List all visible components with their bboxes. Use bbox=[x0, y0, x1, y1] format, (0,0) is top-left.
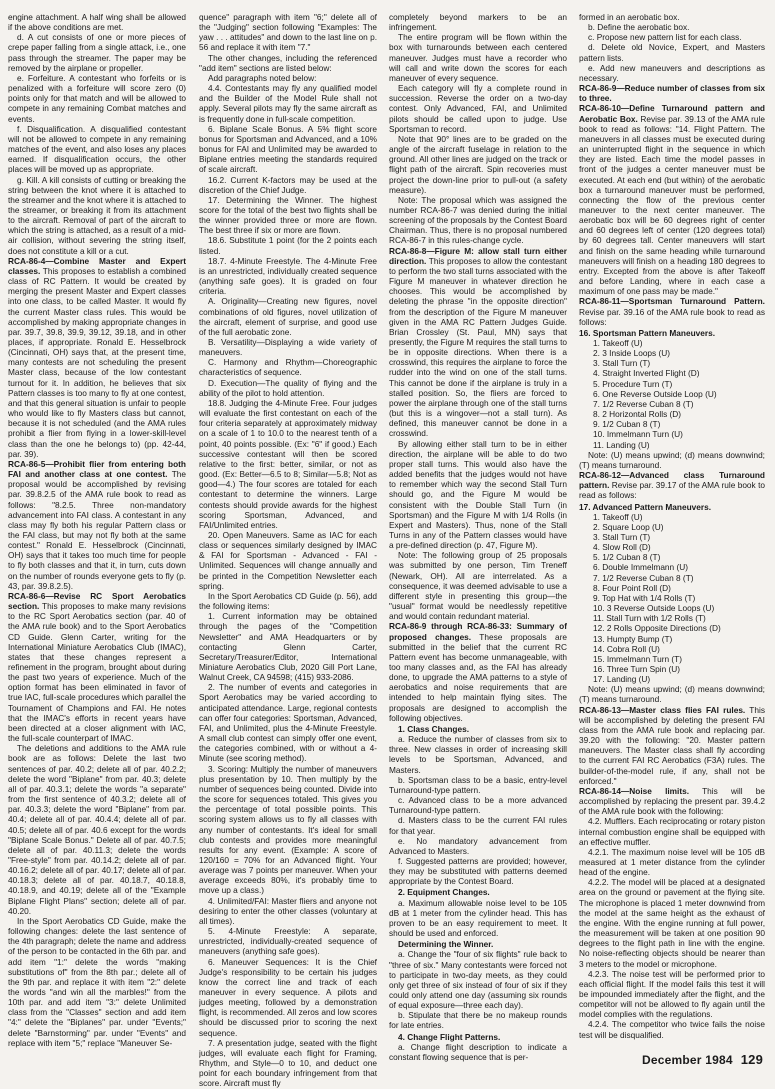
list-item: a. Reduce the number of classes from six to three. New classes in order of increasing skill levels to be Sportsman, Advanced, and Masters. bbox=[389, 734, 567, 775]
paragraph: 4.2.1. The maximum noise level will be 105 dB measured at 1 meter distance from the cylinder head of the engine. bbox=[579, 846, 765, 878]
proposal-body: Revise par. 39.16 of the AMA rule book to read as follows: bbox=[579, 306, 765, 327]
proposal-heading: RCA-86-11—Sportsman Turnaround Pattern. bbox=[579, 296, 765, 307]
proposal-body: Revise par. 39.13 of the AMA rule book to read as follows: "14. Flight Pattern. The maneuvers in all classes must be executed during an uninterrupted flight in the sequence in which they are listed. Each time the model passes in front of the judges a center maneuver must be executed. At each end (but within) of the aerobatic box a turnaround maneuver must be performed, connecting the flow of the previous center maneuver to the next center maneuver. The aerobatic box will be 60 degrees right of center and 60 degrees left of center (120 degrees total) by 60 degrees tall. Center maneuvers will start and finish on the same heading while turnaround maneuvers will finish on a heading 180 degrees to entry. Excepted from the above is after Takeoff and before Landing, where in each case a maximum of one pass may be made." bbox=[579, 113, 765, 297]
rule-book-deletions: The deletions and additions to the AMA rule book are as follows: Delete the last two sentences of par. 40.2; delete all of par. 40.2.2; delete the word "Biplane" from par. 40.3; delete all of par. 40.3.1; delete the words "a separate" from the first sentence of 40.3.2; delete all of par. 40.3.3; delete the word "Biplane" from par. 40.4; delete all of par. 40.4.4; delete all of par. 40.5; delete all of par. 40.6 except for the words "Biplane Scale Bonus." Delete all of par. 40.7.5; delete all of par. 40.11.3; delete the words "Free-style" from par. 40.14.2; delete all of par. 40.16.2; delete all of par. 40.17; delete all of par. 40.18.3; delete all of par. 40.18.7, 40.18.8, 40.18.9, and 40.19; delete all of the "Example Biplane Flight Plans" section; delete all of par. 40.20. bbox=[8, 743, 186, 916]
paragraph: 7. A presentation judge, seated with the flight judges, will evaluate each flight for Framing, Rhythm, and Style—0 to 10, and deduct one point for each boundary infringement from that score. Aircraft must fly bbox=[199, 1037, 377, 1089]
list-item: 6. One Reverse Outside Loop (U) bbox=[593, 388, 717, 399]
proposal-body: This proposes to establish a combined class of RC Pattern. It would be created by merging the present Master and Expert classes into one class, to be called Master. It would fly the current Master class rules. This would be accomplished by making appropriate changes in par. 39.7, 39.8, 39.9, 39.12, 39.18, and in other places, if appropriate. Ronald E. Hesselbrock (Cincinnati, OH) says that, at the present time, many contests are not scheduling the present Master class, because of the low contestant turnout for it. In addition, he believes that six Pattern classes is too many to fly at one contest, and that this general situation is unfair to people who would like to fly Masters class but cannot, because it is not scheduled (and the AMA rules prohibit a flier from flying in a lower-skill-level class than the one he belongs to) (pp. 42-44, par. 39). bbox=[8, 265, 186, 459]
combat-disqualification-rule: f. Disqualification. A disqualified contestant will not be allowed to compete in any remaining matches of the event, and also loses any places earned. If disqualification occurs, the other places will be moved up as appropriate. bbox=[8, 123, 186, 175]
paragraph: A. Originality—Creating new figures, novel combinations of old figures, novel utilization of the aircraft, element of surprise, and good use of the full aerobatic zone. bbox=[199, 296, 377, 337]
proposal-rca-86-13 bbox=[579, 705, 765, 786]
proposal-body: This proposes to make many revisions to the RC Sport Aerobatics section (par. 40 of the AMA rule book) and to the Sport Aerobatics CD Guide. Glenn Carter, writing for the International Miniature Aerobatics Club (IMAC), states that these changes represent a refinement in the program, brought about during the past two years of experience. Much of the option format has been eliminated in favor of true IAC, full-scale procedures which parallel the Tournament of Champions and FAI. He notes that the IMAC's efforts in recent years have been directed at a closer alignment with IAC, the full-scale counterpart of IMAC. bbox=[8, 601, 186, 744]
proposal-rca-86-4 bbox=[8, 256, 186, 459]
list-item: 5. 1/2 Cuban 8 (T) bbox=[593, 552, 661, 563]
paragraph: 3. Scoring: Multiply the number of maneuvers plus presentation by 10. Then multiply by the number of sequences being counted. Divide into the score for sequences totaled. This gives you the percentage of total possible points. This scoring system allows us to fly all classes with any number of contestants. It's ideal for small club contests and provides more meaningful results for any event. (Example: A score of 120/160 = 70% for an Advanced flight. Your average was 7 points per maneuver. When your average exceeds 80%, it's probably time to move up a class.) bbox=[199, 763, 377, 896]
paragraph: D. Execution—The quality of flying and the ability of the pilot to hold attention. bbox=[199, 377, 377, 398]
list-item: 1. Takeoff (U) bbox=[593, 338, 643, 348]
list-item: 1. Takeoff (U) bbox=[593, 511, 643, 522]
list-item: 5. Procedure Turn (T) bbox=[593, 378, 673, 389]
list-item: 6. Double Immelmann (U) bbox=[593, 562, 688, 573]
list-item: 3. Stall Turn (T) bbox=[593, 531, 651, 542]
paragraph: 4.2.3. The noise test will be performed prior to each official flight. If the model fails this test it will be impounded immediately after the flight, and the competitor will not be allowed to fly again until the model complies with the regulations. bbox=[579, 968, 765, 1020]
paragraph: The entire program will be flown within the box with turnarounds between each centered maneuver. Judges must have a recorder who will call and write down the scores for each maneuver of every sequence. bbox=[389, 32, 567, 83]
list-item: e. No mandatory advancement from Advanced to Masters. bbox=[389, 835, 567, 856]
cd-guide-changes: In the Sport Aerobatics CD Guide, make the following changes: delete the last sentence of the 4th paragraph; delete the name and address of the person to be contacted in the 6th par. and add item "1:" delete the words "making substitutions of" from the 8th par.; delete all of the 9th par. and replace it with item "2:" delete the words "and win all the marbles!" from the 10th par. and add item "3:" delete Unlimited class from the "Classes" section and add item "4:" delete the "Biplanes" par. under "Events;" delete "Barnstorming" par. under "Events" and replace with item "5;" replace "Maneuver Se- bbox=[8, 915, 186, 1048]
list-item: f. Suggested patterns are provided; however, they may be substituted with patterns deemed appropriate by the Contest Board. bbox=[389, 855, 567, 887]
paragraph: 2. The number of events and categories in Sport Aerobatics may be varied according to anticipated attendance. Large, regional contests can offer four categories: Sportsman, Advanced, FAI, and Unlimited, plus the 4-Minute Freestyle. A small club contest can simply offer one event, the categories combined, with or without a 4-Minute (see scoring method). bbox=[199, 682, 377, 764]
list-item: 9. Top Hat with 1/4 Rolls (T) bbox=[593, 592, 696, 603]
list-item: a. Change the "four of six flights" rule back to "three of six." Many contestants were forced not to participate in two-day meets, as they could only get three of six instead of four of six if they could only attend one day (assuming six rounds of equal exposure—three each day). bbox=[389, 949, 567, 1011]
combat-cut-rule: d. A cut consists of one or more pieces of crepe paper falling from a single attack, i.e., one pass through the streamer. The paper may be removed by the airplane or propeller. bbox=[8, 32, 186, 73]
list-item: 11. Stall Turn with 1/2 Rolls (T) bbox=[593, 613, 706, 624]
list-item: 8. 2 Horizontal Rolls (D) bbox=[593, 409, 682, 420]
page-footer bbox=[642, 1052, 763, 1067]
proposal-rca-86-8 bbox=[389, 246, 567, 439]
paragraph: 5. 4-Minute Freestyle: A separate, unrestricted, individually-created sequence of maneuvers (anything safe goes). bbox=[199, 926, 377, 957]
list-item: b. Stipulate that there be no makeup rounds for late entries. bbox=[389, 1010, 567, 1031]
proposal-rca-86-6 bbox=[8, 591, 186, 743]
list-item: 10. 3 Reverse Outside Loops (U) bbox=[593, 603, 715, 614]
list-item: 9. 1/2 Cuban 8 (T) bbox=[593, 419, 661, 430]
note-rca-86-7: Note: The proposal which was assigned the number RCA-86-7 was denied during the initial screening of the proposals by the Contest Board Chairman. Thus, there is no proposal numbered RCA-86-7 in this rules-change cycle. bbox=[389, 194, 567, 246]
paragraph: 17. Determining the Winner. The highest score for the total of the best two flights shall be the winner provided three or more are flown. The best three if six or more are flown. bbox=[199, 194, 377, 236]
paragraph: By allowing either stall turn to be in either direction, the airplane will be able to do two proper stall turns. This would also have the added benefits that the judges would not have to remember which way the second Stall Turn should go, and the Figure M would be consistent with the Double Stall Turn (in Sportsman) and the Figure M with 1/4 Rolls (in Expert and Masters). Thus, none of the Stall Turns in any of the Pattern classes would have a pre-defined direction (p. 47, Figure M). bbox=[389, 438, 567, 551]
list-item: d. Delete old Novice, Expert, and Masters pattern lists. bbox=[579, 42, 765, 63]
list-item: 4. Straight Inverted Flight (D) bbox=[593, 368, 700, 379]
proposal-rca-86-12 bbox=[579, 470, 765, 500]
list-item: c. Propose new pattern list for each class. bbox=[588, 32, 742, 43]
list-item: 16. Three Turn Spin (U) bbox=[593, 664, 681, 674]
paragraph: 1. Current information may be obtained through the pages of the "Competition Newsletter" and AMA Headquarters or by contacting Glenn Carter, Secretary/Treasurer/Editor, International Miniature Aerobatics Club, 2020 Gill Port Lane, Walnut Creek, CA 94598; (415) 933-2086. bbox=[199, 611, 377, 683]
column-4 bbox=[579, 12, 765, 1040]
list-item: e. Add new maneuvers and descriptions as necessary. bbox=[579, 62, 765, 83]
list-item: 7. 1/2 Reverse Cuban 8 (T) bbox=[593, 398, 694, 409]
list-item: a. Maximum allowable noise level to be 105 dB at 1 meter from the cylinder head. This has proven to be an easy requirement to meet. It should be used and enforced. bbox=[389, 897, 567, 939]
list-item: 10. Immelmann Turn (U) bbox=[593, 429, 683, 440]
section-heading: 2. Equipment Changes. bbox=[398, 887, 490, 898]
combat-paragraph: engine attachment. A half wing shall be allowed if the above conditions are met. bbox=[8, 12, 186, 33]
paragraph: B. Versatility—Displaying a wide variety of maneuvers. bbox=[199, 337, 377, 358]
proposal-heading: RCA-86-4—Combine Master and Expert classes. bbox=[8, 255, 186, 276]
list-item: b. Sportsman class to be a basic, entry-level Turnaround-type pattern. bbox=[389, 774, 567, 795]
list-item: c. Advanced class to be a more advanced Turnaround-type pattern. bbox=[389, 795, 567, 816]
paragraph: In the Sport Aerobatics CD Guide (p. 56), add the following items: bbox=[199, 590, 377, 612]
paragraph: 6. Maneuver Sequences: It is the Chief Judge's responsibility to be certain his judges know the correct line and track of each maneuver in every sequence. A pilots and judges meeting, followed by a demonstration flight, is recommended. All zeros and low scores should be discussed prior to scoring the next sequence. bbox=[199, 956, 377, 1038]
list-item: 11. Landing (U) bbox=[593, 439, 650, 450]
column-2 bbox=[199, 12, 377, 1089]
list-item: b. Define the aerobatic box. bbox=[588, 22, 690, 33]
proposal-heading: RCA-86-5—Prohibit flier from entering both FAI and another class at one contest. bbox=[8, 458, 186, 480]
list-item: 13. Humpty Bump (T) bbox=[593, 633, 673, 644]
paragraph: 18.7. 4-Minute Freestyle. The 4-Minute Free is an unrestricted, individually created sequence (anything safe goes). It is graded on four criteria. bbox=[199, 255, 377, 297]
list-item: 17. Landing (U) bbox=[593, 674, 651, 685]
proposal-heading: RCA-86-14—Noise limits. bbox=[579, 785, 690, 796]
column-1 bbox=[8, 12, 186, 1048]
paragraph: 4.2. Mufflers. Each reciprocating or rotary piston internal combustion engine shall be equipped with an effective muffler. bbox=[579, 816, 765, 847]
list-item: 14. Cobra Roll (U) bbox=[593, 643, 660, 654]
proposal-body: This proposes to allow the contestant to perform the two stall turns associated with the Figure M maneuver in whatever direction he chooses. This would be accomplished by deleting the phrase "in the opposite direction" from the description of the Figure M maneuver given in the AMA RC Pattern Judges Guide. Brian Crossley (St. Paul, MN) says that presently, the Figure M requires the stall turns to be in opposite directions. When there is a crosswind, this requires the airplane to force the rudder into the wind on one of the stall turns. This cannot be done if the airplane is truly in a stalled position. So, the fliers are forced to power the airplane through one of the stall turns (but this is a wingover—not a stall turn). As defined, this maneuver cannot be done in a crosswind. bbox=[389, 255, 567, 439]
issue-date: December 1984 bbox=[642, 1053, 733, 1067]
paragraph: formed in an aerobatic box. bbox=[579, 12, 680, 22]
list-item: d. Masters class to be the current FAI rules for that year. bbox=[389, 815, 567, 836]
paragraph: 4.4. Contestants may fly any qualified model and the Builder of the Model Rule shall not apply. Several pilots may fly the same aircraft as is frequently done in full-scale competition. bbox=[199, 83, 377, 124]
list-item: 4. Slow Roll (D) bbox=[593, 542, 651, 553]
proposal-body: These proposals are submitted in the belief that the current RC Pattern event has become unmanageable, with too many classes and, as the FAI has already done, to upgrade the AMA patterns to a style of aerobatics and noise requirements that are intended to help maintain flying sites. The proposals are designed to accomplish the following objectives. bbox=[389, 631, 567, 723]
proposal-rca-86-10 bbox=[579, 103, 765, 296]
list-item: a. Change flight description to indicate a constant flowing sequence that is per- bbox=[389, 1041, 567, 1062]
maneuver-list-heading: 16. Sportsman Pattern Maneuvers. bbox=[579, 327, 716, 338]
proposal-rca-86-9-33 bbox=[389, 621, 567, 723]
paragraph: 4.2.4. The competitor who twice fails the noise test will be disqualified. bbox=[579, 1019, 765, 1040]
proposal-heading: RCA-86-13—Master class flies FAI rules. bbox=[579, 704, 746, 715]
paragraph: 6. Biplane Scale Bonus. A 5% flight score bonus for Sportsman and Advanced, and a 10% bonus for FAI and Unlimited may be awarded to Biplane entries meeting the standards required of scale aircraft. bbox=[199, 123, 377, 175]
proposal-heading: RCA-86-6—Revise RC Sport Aerobatics section. bbox=[8, 590, 186, 612]
maneuver-note: Note: (U) means upwind; (d) means downwind; (T) means turnaround. bbox=[579, 684, 765, 705]
maneuver-list-heading: 17. Advanced Pattern Maneuvers. bbox=[579, 501, 712, 512]
paragraph: completely beyond markers to be an infringement. bbox=[389, 12, 567, 33]
list-item: 12. 2 Rolls Opposite Directions (D) bbox=[593, 623, 721, 634]
proposal-rca-86-11 bbox=[579, 296, 765, 326]
paragraph: 18.6. Substitute 1 point (for the 2 points each listed. bbox=[199, 235, 377, 256]
paragraph: 18.8. Judging the 4-Minute Free. Four judges will evaluate the first contestant on each of the four criteria separately at approximately midway on a scale of 1 to 10.0 to the nearest tenth of a point, 40 points possible. (Ex: "6" if good.) Each successive contestant will then be scored relative to the first: better, similar, or not as good. (Ex: Better—6.5 to 8; Similar—5.8; Not as good—4.) The four scores are totaled for each contestant to determine the winners. Large contests should provide awards for the highest scoring Sportsman, Advanced, and FAI/Unlimited entries. bbox=[199, 397, 377, 530]
sportsman-maneuver-list bbox=[579, 338, 765, 450]
paragraph: Add paragraphs noted below: bbox=[208, 72, 317, 83]
combat-kill-rule: g. Kill. A kill consists of cutting or breaking the string between the knot where it is attached to the streamer and the knot where it is attached to the streamer, or breaking it from its attachment to the aircraft. Removal of part of the aircraft to which the string is attached, as a result of a mid-air collision, without severing the string itself, does not constitute a kill or a cut. bbox=[8, 174, 186, 256]
proposal-heading: RCA-86-12—Advanced class Turnaround pattern. bbox=[579, 470, 765, 491]
paragraph: quence" paragraph with item "6;" delete all of the "Judging" section following "Examples: The yaw . . . attitudes" and down to the last line on p. 56 and replace it with item "7." bbox=[199, 12, 377, 53]
maneuver-note: Note: (U) means upwind; (d) means downwind; (T) means turnaround. bbox=[579, 449, 765, 470]
list-item: 2. 3 Inside Loops (U) bbox=[593, 348, 671, 359]
list-item: 8. Four Point Roll (D) bbox=[593, 582, 671, 593]
proposal-heading: RCA-86-8—Figure M: allow stall turn either direction. bbox=[389, 245, 567, 266]
list-item: 3. Stall Turn (T) bbox=[593, 358, 651, 369]
proposal-heading: RCA-86-9 through RCA-86-33: Summary of proposed changes. bbox=[389, 621, 567, 642]
proposal-body: Revise par. 39.17 of the AMA rule book to read as follows: bbox=[579, 480, 765, 501]
paragraph: Note that 90° lines are to be graded on the angle of the aircraft fuselage in relation to the ground. All other lines are judged on the track or flight path of the aircraft. Spin recoveries must project the down-line prior to pull-out (a safety measure). bbox=[389, 133, 567, 195]
list-item: 7. 1/2 Reverse Cuban 8 (T) bbox=[593, 572, 694, 583]
proposal-heading: RCA-86-10—Define Turnaround pattern and Aerobatic Box. bbox=[579, 103, 765, 124]
list-item: 15. Immelmann Turn (T) bbox=[593, 653, 682, 664]
paragraph: The other changes, including the referenced "add item" sections are listed below: bbox=[199, 52, 377, 73]
proposal-heading: RCA-86-9—Reduce number of classes from six to three. bbox=[579, 83, 765, 104]
proposal-body: This will be accomplished by replacing the present par. 39.4.2 of the AMA rule book with the following: bbox=[579, 785, 765, 817]
paragraph: 4. Unlimited/FAI: Master fliers and anyone not desiring to enter the other classes (voluntary at all times). bbox=[199, 895, 377, 926]
note-proposal-group: Note: The following group of 25 proposals was submitted by one person, Tim Treneff (Newark, OH). All are interrelated. As a consequence, it was deemed advisable to use a different style in presenting this group—the "usual" format would be needlessly repetitive and would contain redundant material. bbox=[389, 550, 567, 622]
proposal-body: This will be accomplished by deleting the present FAI class from the AMA rule book and replacing par. 39.20 with the following: "20. Master pattern maneuvers. The Master class shall fly according to the current FAI RC Aerobatics (F3A) rules. The builder-of-the-model rule, if any, shall not be enforced." bbox=[579, 704, 765, 786]
paragraph: 20. Open Maneuvers. Same as IAC for each class or sequences similarly designed by IMAC & FAI for Sportsman - Advanced - FAI - Unlimited. Sequences will change annually and be printed in the Competition Newsletter each spring. bbox=[199, 529, 377, 591]
proposal-rca-86-14 bbox=[579, 786, 765, 816]
paragraph: C. Harmony and Rhythm—Choreographic characteristics of sequence. bbox=[199, 357, 377, 378]
proposal-rca-86-5 bbox=[8, 459, 186, 591]
section-heading: Determining the Winner. bbox=[398, 939, 494, 950]
paragraph: 16.2. Current K-factors may be used at the discretion of the Chief Judge. bbox=[199, 174, 377, 195]
column-3 bbox=[389, 12, 567, 1062]
page-number: 129 bbox=[740, 1052, 763, 1067]
paragraph: Each category will fly a complete round in succession. Reverse the order on a two-day contest. Only Advanced, FAI, and Unlimited pilots should be called upon to judge. Use Sportsman to record. bbox=[389, 83, 567, 134]
section-heading: 4. Change Flight Patterns. bbox=[398, 1031, 501, 1042]
section-heading: 1. Class Changes. bbox=[398, 723, 470, 734]
paragraph: 4.2.2. The model will be placed at a designated area on the ground or pavement at the flying site. The microphone is placed 1 meter downwind from the model at the same height as the exhaust of the engine. With the engine running at full power, the measurement will be taken at one position 90 degrees to the flight path in line with the engine. No noise-reflecting objects should be nearer than 3 meters to the model or microphone. bbox=[579, 877, 765, 969]
list-item: 2. Square Loop (U) bbox=[593, 521, 664, 532]
advanced-maneuver-list bbox=[579, 512, 765, 685]
combat-forfeiture-rule: e. Forfeiture. A contestant who forfeits or is penalized with a forfeiture will score zero (0) points only for that match and will be allowed to compete in any remaining Combat matches and events. bbox=[8, 72, 186, 124]
proposal-body: The proposal would be accomplished by revising par. 39.8.2.5 of the AMA rule book to read as follows: "8.2.5. Three non-mandatory advancement into FAI class. A contestant in any class may fly both his regular Pattern class or the FAI class, but may not fly both at the same contest." Ronald E. Hesselbrock (Cincinnati, OH) says that it takes too much time for people to fly both classes and that it, in turn, cuts down on the number of rounds everyone gets to fly (p. 43, par. 39.8.2.5). bbox=[8, 469, 186, 591]
